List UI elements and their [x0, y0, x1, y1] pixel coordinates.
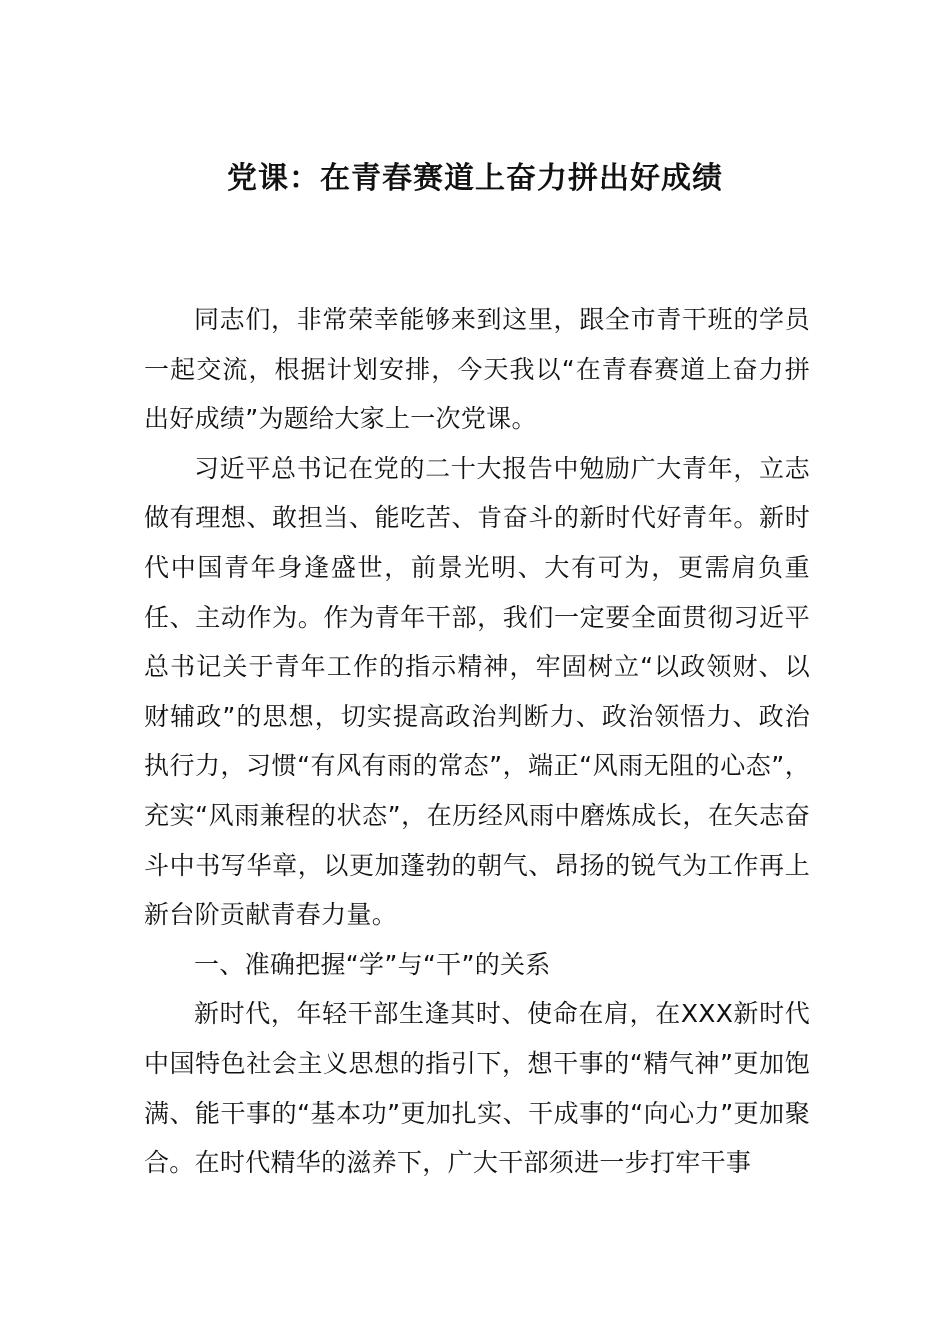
paragraph-opening: 同志们，非常荣幸能够来到这里，跟全市青干班的学员一起交流，根据计划安排，今天我以“在青春赛道上奋力拼出好成绩”为题给大家上一次党课。: [144, 305, 810, 434]
document-title: 党课：在青春赛道上奋力拼出好成绩: [227, 161, 723, 196]
paragraph-section-one: 新时代，年轻干部生逢其时、使命在肩，在XXX新时代中国特色社会主义思想的指引下，想干事的“精气神”更加饱满、能干事的“基本功”更加扎实、干成事的“向心力”更加聚合。在时代精华的滋养下，广大干部须进一步打牢干事: [144, 999, 810, 1178]
document-body: [144, 295, 810, 1188]
paragraph-main: 习近平总书记在党的二十大报告中勉励广大青年，立志做有理想、敢担当、能吃苦、肯奋斗的新时代好青年。新时代中国青年身逢盛世，前景光明、大有可为，更需肩负重任、主动作为。作为青年干部，我们一定要全面贯彻习近平总书记关于青年工作的指示精神，牢固树立“以政领财、以财辅政”的思想，切实提高政治判断力、政治领悟力、政治执行力，习惯“有风有雨的常态”，端正“风雨无阻的心态”，充实“风雨兼程的状态”，在历经风雨中磨炼成长，在矢志奋斗中书写华章，以更加蓬勃的朝气、昂扬的锐气为工作再上新台阶贡献青春力量。: [144, 453, 810, 930]
section-heading: 一、准确把握“学”与“干”的关系: [194, 949, 551, 979]
